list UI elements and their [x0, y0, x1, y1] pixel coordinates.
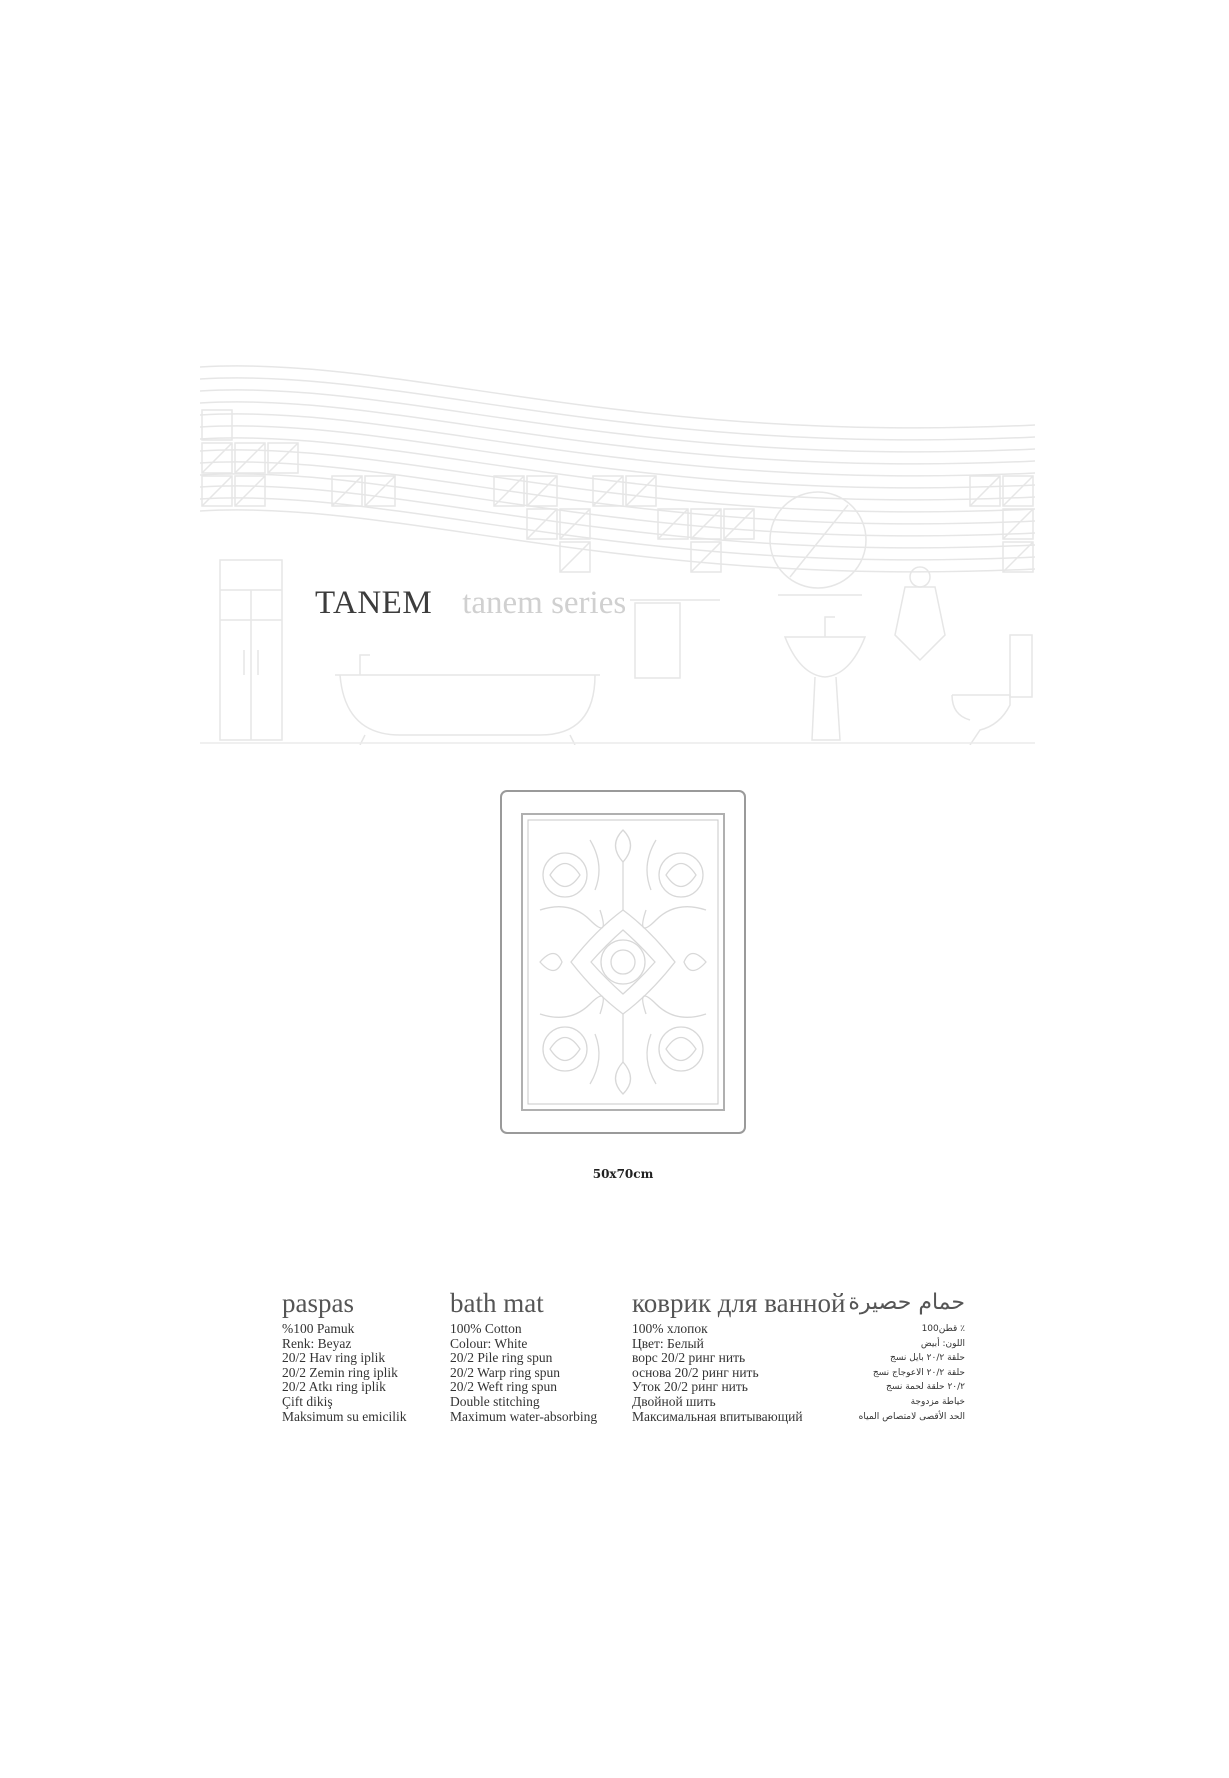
- list-item: ворс 20/2 ринг нить: [632, 1350, 746, 1366]
- wave-lines: [200, 366, 1035, 572]
- feature-list: [632, 1322, 845, 1424]
- brand-name: TANEM: [315, 585, 433, 621]
- size-label: 50x70cm: [592, 1167, 654, 1181]
- list-item: 100% Cotton: [450, 1321, 522, 1336]
- list-item: Maksimum su emicilik: [282, 1408, 407, 1424]
- list-item: %100 Pamuk: [282, 1321, 355, 1336]
- list-item: Двойной шить: [632, 1393, 716, 1409]
- list-item: Maximum water-absorbing: [450, 1408, 598, 1424]
- bathtub-icon: [335, 655, 600, 745]
- towel-rail-icon: [630, 600, 720, 678]
- list-item: Renk: Beyaz: [282, 1335, 352, 1351]
- series-title: [315, 585, 626, 625]
- bath-mat-drawing: [500, 790, 746, 1134]
- column-turkish: [282, 1288, 407, 1424]
- list-item: حلقة ٢٠/٢ بايل نسج: [890, 1353, 965, 1364]
- feature-list: [848, 1322, 965, 1424]
- list-item: Double stitching: [450, 1393, 540, 1409]
- column-title: حمام حصيرة: [848, 1290, 965, 1315]
- column-title: коврик для ванной: [632, 1288, 846, 1318]
- list-item: Çift dikiş: [282, 1393, 333, 1409]
- list-item: 20/2 Atkı ring iplik: [282, 1379, 386, 1395]
- list-item: ٢٠/٢ حلقة لحمة نسج: [886, 1382, 965, 1393]
- column-english: [450, 1288, 597, 1424]
- list-item: 20/2 Zemin ring iplik: [282, 1364, 398, 1380]
- cabinet-icon: [220, 560, 282, 740]
- column-title: paspas: [282, 1288, 354, 1318]
- ornament-pattern: [540, 830, 706, 1094]
- column-russian: [632, 1288, 845, 1424]
- column-title: bath mat: [450, 1288, 544, 1318]
- list-item: Цвет: Белый: [632, 1335, 704, 1351]
- list-item: خياطة مزدوجة: [910, 1396, 965, 1407]
- list-item: 100% хлопок: [632, 1321, 708, 1336]
- toilet-icon: [952, 635, 1032, 745]
- sink-icon: [785, 617, 865, 740]
- feature-list: [450, 1322, 597, 1424]
- list-item: الحد الأقصى لامتصاص المياه: [858, 1411, 965, 1422]
- hanging-towel-icon: [895, 567, 945, 660]
- list-item: 20/2 Warp ring spun: [450, 1364, 561, 1380]
- list-item: 20/2 Pile ring spun: [450, 1350, 553, 1366]
- list-item: Уток 20/2 ринг нить: [632, 1379, 748, 1395]
- list-item: اللون: أبيض: [920, 1338, 965, 1349]
- list-item: основа 20/2 ринг нить: [632, 1364, 759, 1380]
- list-item: حلقة ٢٠/٢ الاعوجاج نسج: [872, 1367, 965, 1378]
- list-item: Colour: White: [450, 1335, 528, 1351]
- list-item: 20/2 Weft ring spun: [450, 1379, 558, 1395]
- feature-list: [282, 1322, 407, 1424]
- column-arabic: [848, 1288, 965, 1424]
- bathroom-illustration: [200, 355, 1035, 745]
- list-item: Максимальная впитывающий: [632, 1408, 803, 1424]
- list-item: 20/2 Hav ring iplik: [282, 1350, 386, 1366]
- list-item: ٪ قطن100: [921, 1324, 965, 1334]
- mirror-icon: [770, 492, 866, 595]
- series-name: tanem series: [462, 585, 627, 621]
